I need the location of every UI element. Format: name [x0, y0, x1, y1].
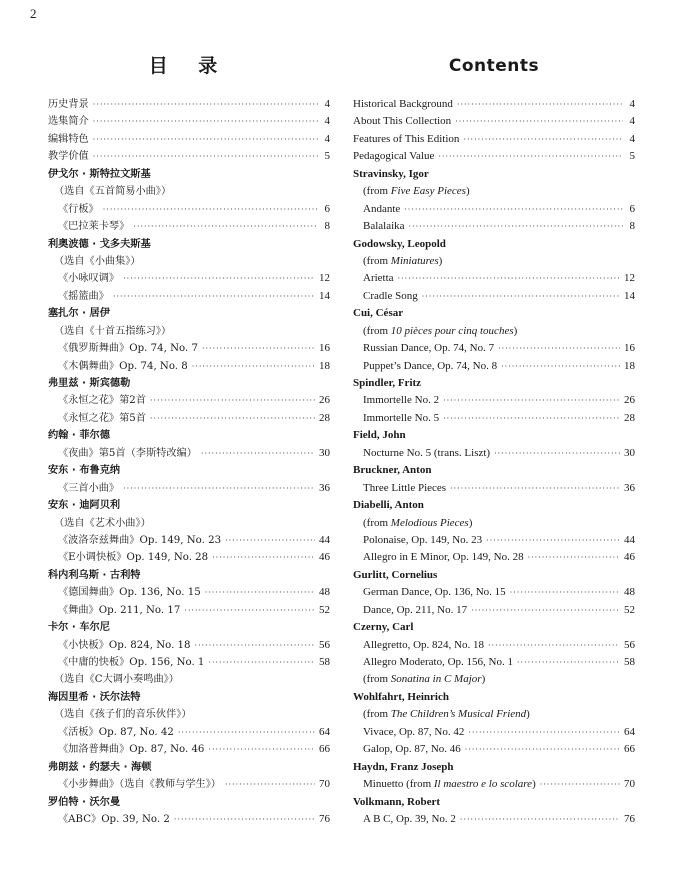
dot-leader — [422, 288, 620, 305]
piece-entry-label — [363, 776, 536, 793]
toc-english-column — [353, 54, 635, 828]
piece-entry[interactable] — [48, 549, 330, 566]
composer-heading-label: 安东 · 迪阿贝利 — [48, 500, 121, 512]
composer-heading-label: Czerny, Carl — [353, 621, 414, 634]
piece-entry-label: Arietta — [363, 272, 394, 285]
dot-leader — [225, 532, 315, 549]
dot-leader — [468, 724, 620, 741]
page-ref: 4 — [324, 132, 330, 145]
source-note — [353, 183, 635, 200]
toc-entry[interactable] — [353, 131, 635, 148]
piece-entry[interactable] — [353, 532, 635, 549]
dot-leader — [455, 113, 623, 130]
toc-entry-label: Historical Background — [353, 98, 453, 110]
page-ref: 26 — [319, 394, 330, 407]
piece-entry[interactable] — [353, 811, 635, 828]
page-ref: 58 — [319, 656, 330, 668]
piece-entry-label: Immortelle No. 5 — [363, 411, 440, 424]
source-note-label: （选自《十首五指练习》） — [54, 325, 172, 337]
source-note — [353, 323, 635, 340]
label-prefix: (from — [363, 254, 391, 267]
toc-chinese-list — [48, 96, 330, 828]
page-ref: 14 — [624, 289, 635, 302]
toc-entry-label: Pedagogical Value — [353, 150, 435, 163]
piece-entry[interactable] — [48, 392, 330, 409]
page-ref: 30 — [319, 446, 330, 459]
dot-leader — [93, 96, 318, 113]
piece-entry[interactable] — [48, 270, 330, 287]
composer-heading — [48, 427, 330, 444]
page-ref: 14 — [319, 289, 330, 302]
piece-entry-label: 《俄罗斯舞曲》Op. 74, No. 7 — [58, 343, 198, 355]
page-ref: 36 — [624, 481, 635, 494]
dot-leader — [494, 445, 620, 462]
piece-entry-label: Cradle Song — [363, 289, 418, 302]
dot-leader — [192, 358, 315, 375]
toc-entry-label: 教学价值 — [48, 151, 89, 163]
piece-entry[interactable] — [48, 776, 330, 793]
composer-heading-label: 伊戈尔 · 斯特拉文斯基 — [48, 168, 151, 180]
piece-entry[interactable] — [48, 811, 330, 828]
page-ref: 76 — [319, 812, 330, 825]
italic-title: 10 pièces pour cinq touches — [390, 324, 514, 337]
piece-entry[interactable] — [353, 392, 635, 409]
page-ref: 76 — [624, 812, 635, 825]
piece-entry[interactable] — [353, 358, 635, 375]
label-prefix: (from — [363, 516, 391, 529]
piece-entry[interactable] — [353, 637, 635, 654]
toc-entry-label: 历史背景 — [48, 99, 89, 110]
piece-entry[interactable] — [353, 776, 635, 793]
page-ref: 6 — [324, 202, 330, 215]
page-ref: 28 — [319, 411, 330, 424]
piece-entry-label: Allegro Moderato, Op. 156, No. 1 — [363, 656, 514, 668]
piece-entry-label: Three Little Pieces — [363, 481, 447, 494]
dot-leader — [443, 392, 620, 409]
piece-entry-label: 《ABC》Op. 39, No. 2 — [58, 813, 170, 825]
composer-heading-label: Wohlfahrt, Heinrich — [353, 690, 449, 703]
page-ref: 16 — [319, 342, 330, 355]
page-ref: 58 — [624, 656, 635, 668]
composer-heading-label: 科内利乌斯 · 古利特 — [48, 569, 141, 581]
label-suffix: ) — [532, 778, 536, 791]
piece-entry-label: 《中庸的快板》Op. 156, No. 1 — [58, 657, 205, 668]
piece-entry[interactable] — [353, 602, 635, 619]
piece-entry-label: 《德国舞曲》Op. 136, No. 15 — [58, 587, 201, 599]
piece-entry[interactable] — [353, 270, 635, 287]
page-ref: 56 — [319, 638, 330, 651]
dot-leader — [443, 410, 620, 427]
piece-entry[interactable] — [48, 654, 330, 671]
piece-entry[interactable] — [48, 637, 330, 654]
source-note-label — [363, 706, 530, 723]
page-ref: 56 — [624, 638, 635, 651]
piece-entry-label: 《巴拉莱卡琴》 — [58, 221, 130, 233]
page-ref: 46 — [319, 551, 330, 564]
dot-leader — [123, 480, 315, 497]
page-ref: 48 — [319, 586, 330, 599]
italic-title: Five Easy Pieces — [390, 185, 466, 198]
composer-heading — [353, 497, 635, 514]
dot-leader — [460, 811, 620, 828]
piece-entry-label: Andante — [363, 202, 401, 215]
toc-entry-label: 选集简介 — [48, 116, 89, 128]
dot-leader — [438, 148, 623, 165]
page-ref: 52 — [624, 603, 635, 616]
dot-leader — [457, 96, 623, 113]
piece-entry-label: Balalaika — [363, 220, 405, 233]
page-ref: 4 — [324, 115, 330, 128]
piece-entry-label: 《小快板》Op. 824, No. 18 — [58, 639, 191, 651]
label-suffix: ) — [468, 516, 473, 529]
composer-heading-label: Godowsky, Leopold — [353, 237, 446, 250]
composer-heading — [353, 462, 635, 479]
composer-heading — [48, 497, 330, 514]
composer-heading — [353, 305, 635, 322]
dot-leader — [208, 741, 315, 758]
page-ref: 16 — [624, 342, 635, 355]
piece-entry-label: Immortelle No. 2 — [363, 394, 440, 407]
page-ref: 12 — [624, 272, 635, 285]
page-ref: 6 — [629, 202, 635, 215]
composer-heading — [353, 166, 635, 183]
composer-heading-label: Cui, César — [353, 307, 404, 320]
source-note-label — [363, 323, 517, 340]
composer-heading-label: 弗朗兹 · 约瑟夫 · 海顿 — [48, 761, 152, 773]
piece-entry[interactable] — [353, 218, 635, 235]
toc-english-list — [353, 96, 635, 828]
piece-entry[interactable] — [353, 288, 635, 305]
page-ref: 66 — [624, 743, 635, 756]
source-note-label — [363, 515, 472, 532]
composer-heading — [353, 689, 635, 706]
source-note — [48, 515, 330, 532]
piece-entry[interactable] — [48, 584, 330, 601]
composer-heading-label: Spindler, Fritz — [353, 377, 422, 389]
page-ref: 12 — [319, 272, 330, 285]
dot-leader — [174, 811, 315, 828]
source-note — [48, 706, 330, 723]
toc-chinese-column — [48, 54, 330, 828]
italic-title: Melodious Pieces — [390, 516, 469, 529]
piece-entry-label: 《小咏叹调》 — [58, 273, 120, 285]
piece-entry[interactable] — [48, 201, 330, 218]
toc-entry[interactable] — [48, 131, 330, 148]
piece-entry-label: Allegro in E Minor, Op. 149, No. 28 — [363, 551, 524, 564]
piece-entry[interactable] — [353, 549, 635, 566]
piece-entry-label: Galop, Op. 87, No. 46 — [363, 743, 461, 756]
page-ref: 8 — [629, 220, 635, 233]
page-ref: 26 — [624, 394, 635, 407]
label-suffix: ) — [481, 673, 486, 686]
toc-entry[interactable] — [353, 148, 635, 165]
dot-leader — [465, 741, 620, 758]
page-ref: 4 — [629, 115, 635, 128]
dot-leader — [208, 654, 315, 671]
composer-heading — [48, 305, 330, 322]
piece-entry[interactable] — [353, 584, 635, 601]
composer-heading-label: 利奥波德 · 戈多夫斯基 — [48, 238, 151, 250]
composer-heading — [48, 166, 330, 183]
piece-entry-label: 《木偶舞曲》Op. 74, No. 8 — [58, 360, 188, 372]
piece-entry-label: Allegretto, Op. 824, No. 18 — [363, 638, 484, 651]
dot-leader — [93, 113, 318, 130]
source-note-label: （选自《孩子们的音乐伙伴》） — [54, 709, 192, 721]
dot-leader — [498, 340, 620, 357]
piece-entry-label: 《永恒之花》第5首 — [58, 412, 146, 424]
dot-leader — [93, 148, 318, 165]
page-ref: 66 — [319, 743, 330, 756]
page-number: 2 — [30, 6, 37, 21]
page-ref: 46 — [624, 551, 635, 564]
dot-leader — [150, 392, 315, 409]
page-ref: 64 — [624, 725, 635, 738]
page-ref: 4 — [629, 132, 635, 145]
composer-heading-label: Volkmann, Robert — [353, 795, 440, 808]
page-ref: 18 — [319, 359, 330, 372]
dot-leader — [212, 549, 315, 566]
piece-entry-label: 《夜曲》第5首（李斯特改编） — [58, 447, 197, 459]
composer-heading-label: 罗伯特 · 沃尔曼 — [48, 796, 121, 808]
composer-heading — [48, 462, 330, 479]
source-note — [353, 671, 635, 688]
page-ref: 70 — [319, 778, 330, 791]
source-note-label: （选自《五首简易小曲》） — [54, 186, 172, 198]
composer-heading — [353, 427, 635, 444]
dot-leader — [501, 358, 620, 375]
source-note — [48, 671, 330, 688]
label-suffix: ) — [526, 708, 530, 721]
composer-heading — [353, 375, 635, 392]
piece-entry[interactable] — [353, 724, 635, 741]
piece-entry[interactable] — [48, 445, 330, 462]
piece-entry-label: 《活板》Op. 87, No. 42 — [58, 726, 174, 738]
piece-entry[interactable] — [48, 724, 330, 741]
piece-entry-label: 《波洛奈兹舞曲》Op. 149, No. 23 — [58, 534, 222, 546]
italic-title: The Children’s Musical Friend — [390, 708, 527, 721]
piece-entry-label: Russian Dance, Op. 74, No. 7 — [363, 342, 495, 355]
dot-leader — [205, 584, 315, 601]
page-ref: 52 — [319, 603, 330, 616]
dot-leader — [113, 288, 315, 305]
page-ref: 44 — [624, 533, 635, 546]
page-ref: 18 — [624, 359, 635, 372]
source-note — [48, 323, 330, 340]
page-ref: 4 — [629, 98, 635, 110]
piece-entry-label: 《舞曲》Op. 211, No. 17 — [58, 604, 181, 616]
page-ref: 70 — [624, 778, 635, 791]
dot-leader — [486, 532, 620, 549]
dot-leader — [540, 776, 620, 793]
dot-leader — [398, 270, 620, 287]
label-suffix: ) — [513, 324, 518, 337]
dot-leader — [103, 201, 318, 218]
italic-title: Miniatures — [390, 254, 439, 267]
piece-entry-label: German Dance, Op. 136, No. 15 — [363, 586, 506, 599]
composer-heading-label: 卡尔 · 车尔尼 — [48, 622, 110, 634]
composer-heading-label: Gurlitt, Cornelius — [353, 568, 438, 581]
piece-entry[interactable] — [353, 410, 635, 427]
source-note — [353, 706, 635, 723]
source-note-label — [363, 183, 470, 200]
composer-heading — [48, 619, 330, 636]
composer-heading-label: Diabelli, Anton — [353, 499, 424, 512]
piece-entry-label: 《加洛普舞曲》Op. 87, No. 46 — [58, 744, 205, 756]
composer-heading-label: Haydn, Franz Joseph — [353, 760, 454, 773]
label-prefix: (from — [363, 185, 391, 198]
dot-leader — [510, 584, 620, 601]
composer-heading — [353, 619, 635, 636]
dot-leader — [488, 637, 620, 654]
piece-entry[interactable] — [48, 218, 330, 235]
dot-leader — [517, 654, 620, 671]
toc-entry-label: Features of This Edition — [353, 132, 460, 145]
dot-leader — [463, 131, 623, 148]
piece-entry[interactable] — [353, 741, 635, 758]
dot-leader — [450, 480, 620, 497]
dot-leader — [93, 131, 318, 148]
composer-heading-label: 弗里兹 · 斯宾德勒 — [48, 378, 131, 389]
composer-heading-label: Stravinsky, Igor — [353, 167, 429, 180]
composer-heading — [353, 236, 635, 253]
dot-leader — [225, 776, 315, 793]
page-ref: 5 — [629, 150, 635, 163]
toc-entry-label: About This Collection — [353, 115, 452, 128]
page-ref: 28 — [624, 411, 635, 424]
page-ref: 48 — [624, 586, 635, 599]
piece-entry[interactable] — [48, 480, 330, 497]
toc-entry[interactable] — [48, 113, 330, 130]
piece-entry-label: Polonaise, Op. 149, No. 23 — [363, 533, 483, 546]
piece-entry[interactable] — [48, 288, 330, 305]
composer-heading-label: 塞扎尔 · 居伊 — [48, 308, 110, 320]
dot-leader — [201, 445, 315, 462]
label-prefix: (from — [363, 673, 391, 686]
piece-entry[interactable] — [48, 741, 330, 758]
piece-entry-label: 《摇篮曲》 — [58, 290, 109, 302]
piece-entry[interactable] — [48, 410, 330, 427]
piece-entry-label: 《行板》 — [58, 203, 99, 215]
label-prefix: (from — [363, 324, 391, 337]
dot-leader — [178, 724, 315, 741]
dot-leader — [528, 549, 620, 566]
dot-leader — [404, 201, 623, 218]
composer-heading — [48, 567, 330, 584]
piece-entry[interactable] — [353, 445, 635, 462]
dot-leader — [202, 340, 315, 357]
toc-entry[interactable] — [353, 113, 635, 130]
piece-entry-label: Vivace, Op. 87, No. 42 — [363, 725, 465, 738]
composer-heading — [48, 794, 330, 811]
composer-heading-label: 约翰 · 菲尔德 — [48, 430, 110, 442]
dot-leader — [184, 602, 315, 619]
piece-entry-label: A B C, Op. 39, No. 2 — [363, 812, 456, 825]
composer-heading — [48, 689, 330, 706]
page-ref: 30 — [624, 446, 635, 459]
page-ref: 44 — [319, 533, 330, 546]
piece-entry[interactable] — [48, 358, 330, 375]
dot-leader — [150, 410, 315, 427]
page-ref: 5 — [324, 150, 330, 163]
label-prefix: (from — [363, 708, 391, 721]
source-note-label: （选自《C大调小奏鸣曲》） — [54, 674, 179, 686]
piece-entry-label: 《永恒之花》第2首 — [58, 395, 146, 407]
toc-entry-label: 编辑特色 — [48, 133, 89, 145]
dot-leader — [133, 218, 318, 235]
piece-entry[interactable] — [48, 602, 330, 619]
toc-title-english: Contents — [448, 56, 540, 76]
toc-entry[interactable] — [48, 148, 330, 165]
page-ref: 64 — [319, 725, 330, 738]
composer-heading — [353, 567, 635, 584]
source-note-label — [363, 253, 442, 270]
source-note-label: （选自《小曲集》） — [54, 255, 141, 267]
piece-entry-label: Nocturne No. 5 (trans. Liszt) — [363, 446, 491, 459]
page-ref: 36 — [319, 481, 330, 494]
composer-heading-label: Bruckner, Anton — [353, 464, 432, 477]
source-note-label: （选自《艺术小曲》） — [54, 517, 151, 529]
page-ref: 8 — [324, 220, 330, 233]
composer-heading — [353, 759, 635, 776]
source-note — [48, 253, 330, 270]
composer-heading — [48, 236, 330, 253]
piece-entry[interactable] — [48, 340, 330, 357]
italic-title: Il maestro e lo scolare — [433, 778, 533, 791]
page-ref: 4 — [324, 98, 330, 110]
toc-entry[interactable] — [48, 96, 330, 113]
source-note — [48, 183, 330, 200]
piece-entry[interactable] — [353, 201, 635, 218]
piece-entry-label: 《E小调快板》Op. 149, No. 28 — [58, 552, 209, 564]
composer-heading — [353, 794, 635, 811]
source-note-label — [363, 671, 485, 688]
italic-title: Sonatina in C Major — [390, 673, 482, 686]
piece-entry[interactable] — [353, 340, 635, 357]
piece-entry[interactable] — [48, 532, 330, 549]
composer-heading-label: 海因里希 · 沃尔法特 — [48, 691, 141, 703]
piece-entry-label: Dance, Op. 211, No. 17 — [363, 603, 468, 616]
piece-entry-label: 《小步舞曲》（选自《教师与学生》） — [58, 779, 221, 791]
piece-entry-label: 《三首小曲》 — [58, 482, 120, 494]
source-note — [353, 253, 635, 270]
label-suffix: ) — [438, 254, 443, 267]
piece-entry[interactable] — [353, 480, 635, 497]
composer-heading-label: 安东 · 布鲁克纳 — [48, 465, 121, 477]
label-suffix: ) — [465, 185, 470, 198]
piece-entry-label: Puppet’s Dance, Op. 74, No. 8 — [363, 359, 498, 372]
composer-heading — [48, 375, 330, 392]
toc-title-chinese: 目 录 — [148, 55, 230, 77]
toc-entry[interactable] — [353, 96, 635, 113]
piece-entry[interactable] — [353, 654, 635, 671]
composer-heading-label: Field, John — [353, 429, 406, 442]
label-prefix: Minuetto (from — [363, 778, 434, 791]
dot-leader — [123, 270, 315, 287]
dot-leader — [471, 602, 620, 619]
dot-leader — [409, 218, 623, 235]
composer-heading — [48, 759, 330, 776]
dot-leader — [195, 637, 315, 654]
source-note — [353, 515, 635, 532]
